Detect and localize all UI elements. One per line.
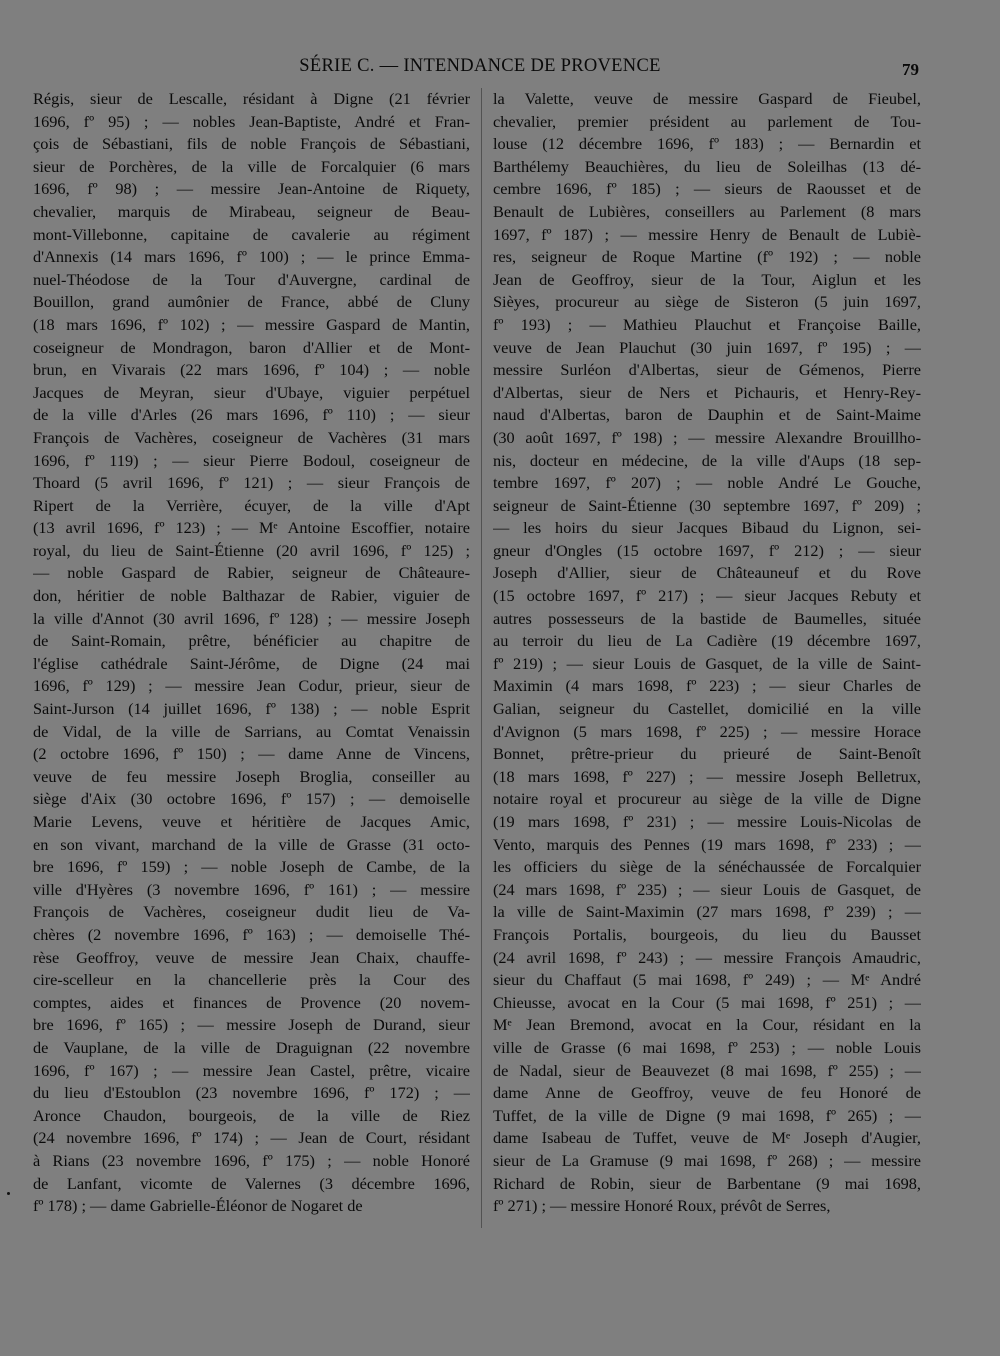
text-line: chevalier, premier président au parlement de Tou- xyxy=(493,111,921,131)
text-line: Bonnet, prêtre-prieur du prieuré de Saint-Benoît xyxy=(493,744,921,764)
text-line: messire Surléon d'Albertas, sieur de Gémenos, Pierre xyxy=(493,360,921,380)
text-line: seigneur de Saint-Étienne (30 septembre 1697, fº 209) ; xyxy=(493,495,921,515)
text-line: sieur de Porchères, de la ville de Forcalquier (6 mars xyxy=(33,156,470,176)
text-line: Benault de Lubières, conseillers au Parlement (8 mars xyxy=(493,201,921,221)
text-line: autres possesseurs de la bastide de Baumelles, située xyxy=(493,608,921,628)
text-line: (18 mars 1696, fº 102) ; — messire Gaspard de Mantin, xyxy=(33,314,470,334)
text-line: (18 mars 1698, fº 227) ; — messire Joseph Belletrux, xyxy=(493,766,921,786)
text-line: 1697, fº 187) ; — messire Henry de Benault de Lubiè- xyxy=(493,224,921,244)
text-line: comptes, aides et finances de Provence (20 novem- xyxy=(33,992,470,1012)
page-number: 79 xyxy=(902,60,919,79)
text-line: Richard de Robin, sieur de Barbentane (9 mai 1698, xyxy=(493,1173,921,1193)
text-line: de Saint-Romain, prêtre, bénéficier au chapitre de xyxy=(33,631,470,651)
text-line: chères (2 novembre 1696, fº 163) ; — demoiselle Thé- xyxy=(33,924,470,944)
text-column-right xyxy=(493,88,921,1218)
text-line: louse (12 décembre 1696, fº 183) ; — Bernardin et xyxy=(493,134,921,154)
text-line: de la ville d'Arles (26 mars 1696, fº 110) ; — sieur xyxy=(33,405,470,425)
text-line: fº 178) ; — dame Gabrielle-Éléonor de Nogaret de xyxy=(33,1196,363,1216)
text-line: Tuffet, de la ville de Digne (9 mai 1698, fº 265) ; — xyxy=(493,1105,921,1125)
text-line: du lieu d'Estoublon (23 novembre 1696, fº 172) ; — xyxy=(33,1083,470,1103)
text-line: veuve de feu messire Joseph Broglia, conseiller au xyxy=(33,766,470,786)
text-line: d'Annexis (14 mars 1696, fº 100) ; — le prince Emma- xyxy=(33,247,470,267)
text-line: François de Vachères, coseigneur dudit lieu de Va- xyxy=(33,902,470,922)
text-line: Saint-Jurson (14 juillet 1696, fº 138) ; — noble Esprit xyxy=(33,699,470,719)
text-line: 1696, fº 167) ; — messire Jean Castel, prêtre, vicaire xyxy=(33,1060,470,1080)
text-line: bre 1696, fº 159) ; — noble Joseph de Cambe, de la xyxy=(33,857,470,877)
text-line: Sièyes, procureur au siège de Sisteron (5 juin 1697, xyxy=(493,292,921,312)
text-line: gneur d'Ongles (15 octobre 1697, fº 212) ; — sieur xyxy=(493,540,921,560)
text-line: 1696, fº 95) ; — nobles Jean-Baptiste, André et Fran- xyxy=(33,111,470,131)
text-line: Galian, seigneur du Castellet, domicilié en la ville xyxy=(493,699,921,719)
text-line: rèse Geoffroy, veuve de messire Jean Chaix, chauffe- xyxy=(33,947,470,967)
text-line: Aronce Chaudon, bourgeois, de la ville de Riez xyxy=(33,1105,470,1125)
text-line: fº 271) ; — messire Honoré Roux, prévôt de Serres, xyxy=(493,1196,831,1216)
text-line: (13 avril 1696, fº 123) ; — Mᵉ Antoine Escoffier, notaire xyxy=(33,518,470,538)
text-line: ville d'Hyères (3 novembre 1696, fº 161) ; — messire xyxy=(33,879,470,899)
text-line: (24 mars 1698, fº 235) ; — sieur Louis de Gasquet, de xyxy=(493,879,921,899)
text-line: en son vivant, marchand de la ville de Grasse (31 octo- xyxy=(33,834,470,854)
text-line: res, seigneur de Roque Martine (fº 192) ; — noble xyxy=(493,247,921,267)
text-line: brun, en Vivarais (22 mars 1696, fº 104) ; — noble xyxy=(33,360,470,380)
text-line: les officiers du siège de la sénéchaussée de Forcalquier xyxy=(493,857,921,877)
text-line: la Valette, veuve de messire Gaspard de Fieubel, xyxy=(493,89,921,108)
text-line: François Portalis, bourgeois, du lieu du Bausset xyxy=(493,924,921,944)
text-line: (24 avril 1698, fº 243) ; — messire François Amaudric, xyxy=(493,947,921,967)
text-line: naud d'Albertas, baron de Dauphin et de Saint-Maime xyxy=(493,405,921,425)
text-line: nis, docteur en médecine, de la ville d'Aups (18 sep- xyxy=(493,450,921,470)
text-line: bre 1696, fº 165) ; — messire Joseph de Durand, sieur xyxy=(33,1015,470,1035)
text-line: 1696, fº 129) ; — messire Jean Codur, prieur, sieur de xyxy=(33,676,470,696)
text-line: Thoard (5 avril 1696, fº 121) ; — sieur François de xyxy=(33,473,470,493)
text-line: Maximin (4 mars 1698, fº 223) ; — sieur Charles de xyxy=(493,676,921,696)
text-line: (24 novembre 1696, fº 174) ; — Jean de Court, résidant xyxy=(33,1128,470,1148)
text-line: — les hoirs du sieur Jacques Bibaud du Lignon, sei- xyxy=(493,518,921,538)
text-line: fº 219) ; — sieur Louis de Gasquet, de la ville de Saint- xyxy=(493,653,921,673)
text-line: cembre 1696, fº 185) ; — sieurs de Raousset et de xyxy=(493,179,921,199)
text-line: (2 octobre 1696, fº 150) ; — dame Anne de Vincens, xyxy=(33,744,470,764)
text-column-left xyxy=(33,88,470,1218)
text-line: sieur de La Gramuse (9 mai 1698, fº 268) ; — messire xyxy=(493,1150,921,1170)
text-line: d'Albertas, sieur de Ners et Pichauris, et Henry-Rey- xyxy=(493,382,921,402)
text-line: dame Anne de Geoffroy, veuve de feu Honoré de xyxy=(493,1083,921,1103)
text-line: François de Vachères, coseigneur de Vachères (31 mars xyxy=(33,427,470,447)
text-line: Joseph d'Allier, sieur de Châteauneuf et du Rove xyxy=(493,563,921,583)
text-line: 1696, fº 98) ; — messire Jean-Antoine de Riquety, xyxy=(33,179,470,199)
print-speck xyxy=(7,1192,10,1195)
text-line: Régis, sieur de Lescalle, résidant à Digne (21 février xyxy=(33,89,470,108)
text-line: siège d'Aix (30 octobre 1696, fº 157) ; — demoiselle xyxy=(33,789,470,809)
text-line: — noble Gaspard de Rabier, seigneur de Châteaure- xyxy=(33,563,470,583)
text-line: l'église cathédrale Saint-Jérôme, de Digne (24 mai xyxy=(33,653,470,673)
text-line: coseigneur de Mondragon, baron d'Allier et de Mont- xyxy=(33,337,470,357)
text-line: chevalier, marquis de Mirabeau, seigneur de Beau- xyxy=(33,201,470,221)
text-line: de Vidal, de la ville de Sarrians, au Comtat Venaissin xyxy=(33,721,470,741)
text-line: Jacques de Meyran, sieur d'Ubaye, viguier perpétuel xyxy=(33,382,470,402)
text-line: tembre 1697, fº 207) ; — noble André Le Gouche, xyxy=(493,473,921,493)
text-line: 1696, fº 119) ; — sieur Pierre Bodoul, coseigneur de xyxy=(33,450,470,470)
text-line: don, héritier de noble Balthazar de Rabier, viguier de xyxy=(33,586,470,606)
text-line: Mᵉ Jean Bremond, avocat en la Cour, résidant en la xyxy=(493,1015,921,1035)
text-line: notaire royal et procureur au siège de la ville de Digne xyxy=(493,789,921,809)
text-line: de Nadal, sieur de Beauvezet (8 mai 1698, fº 255) ; — xyxy=(493,1060,921,1080)
text-line: la ville de Saint-Maximin (27 mars 1698, fº 239) ; — xyxy=(493,902,921,922)
text-line: çois de Sébastiani, fils de noble François de Sébastiani, xyxy=(33,134,470,154)
text-line: mont-Villebonne, capitaine de cavalerie au régiment xyxy=(33,224,470,244)
text-line: dame Isabeau de Tuffet, veuve de Mᵉ Joseph d'Augier, xyxy=(493,1128,921,1148)
text-line: au terroir du lieu de La Cadière (19 décembre 1697, xyxy=(493,631,921,651)
column-divider xyxy=(481,88,482,1228)
text-line: veuve de Jean Plauchut (30 juin 1697, fº 195) ; — xyxy=(493,337,921,357)
text-line: Chieusse, avocat en la Cour (5 mai 1698, fº 251) ; — xyxy=(493,992,921,1012)
text-line: ville de Grasse (6 mai 1698, fº 253) ; — noble Louis xyxy=(493,1037,921,1057)
text-line: Bouillon, grand aumônier de France, abbé de Cluny xyxy=(33,292,470,312)
text-line: nuel-Théodose de la Tour d'Auvergne, cardinal de xyxy=(33,269,470,289)
text-line: cire-scelleur en la chancellerie près la Cour des xyxy=(33,970,470,990)
text-line: Jean de Geoffroy, sieur de la Tour, Aiglun et les xyxy=(493,269,921,289)
text-line: à Rians (23 novembre 1696, fº 175) ; — noble Honoré xyxy=(33,1150,470,1170)
text-line: Ripert de la Verrière, écuyer, de la ville d'Apt xyxy=(33,495,470,515)
text-line: Marie Levens, veuve et héritière de Jacques Amic, xyxy=(33,812,470,831)
text-line: fº 193) ; — Mathieu Plauchut et Françoise Baille, xyxy=(493,314,921,334)
text-line: la ville d'Annot (30 avril 1696, fº 128) ; — messire Joseph xyxy=(33,608,470,628)
text-line: (30 août 1697, fº 198) ; — messire Alexandre Brouillho- xyxy=(493,427,921,447)
text-line: Vento, marquis des Pennes (19 mars 1698, fº 233) ; — xyxy=(493,834,921,854)
text-line: d'Avignon (5 mars 1698, fº 225) ; — messire Horace xyxy=(493,721,921,741)
text-line: (19 mars 1698, fº 231) ; — messire Louis-Nicolas de xyxy=(493,812,921,831)
text-line: sieur du Chaffaut (5 mai 1698, fº 249) ; — Mᵉ André xyxy=(493,970,921,990)
text-line: royal, du lieu de Saint-Étienne (20 avril 1696, fº 125) ; xyxy=(33,540,470,560)
text-line: de Vauplane, de la ville de Draguignan (22 novembre xyxy=(33,1037,470,1057)
text-line: (15 octobre 1697, fº 217) ; — sieur Jacques Rebuty et xyxy=(493,586,921,606)
running-title: SÉRIE C. — INTENDANCE DE PROVENCE xyxy=(299,56,661,76)
text-line: de Lanfant, vicomte de Valernes (3 décembre 1696, xyxy=(33,1173,470,1193)
text-line: Barthélemy Beauchières, du lieu de Soleilhas (13 dé- xyxy=(493,156,921,176)
